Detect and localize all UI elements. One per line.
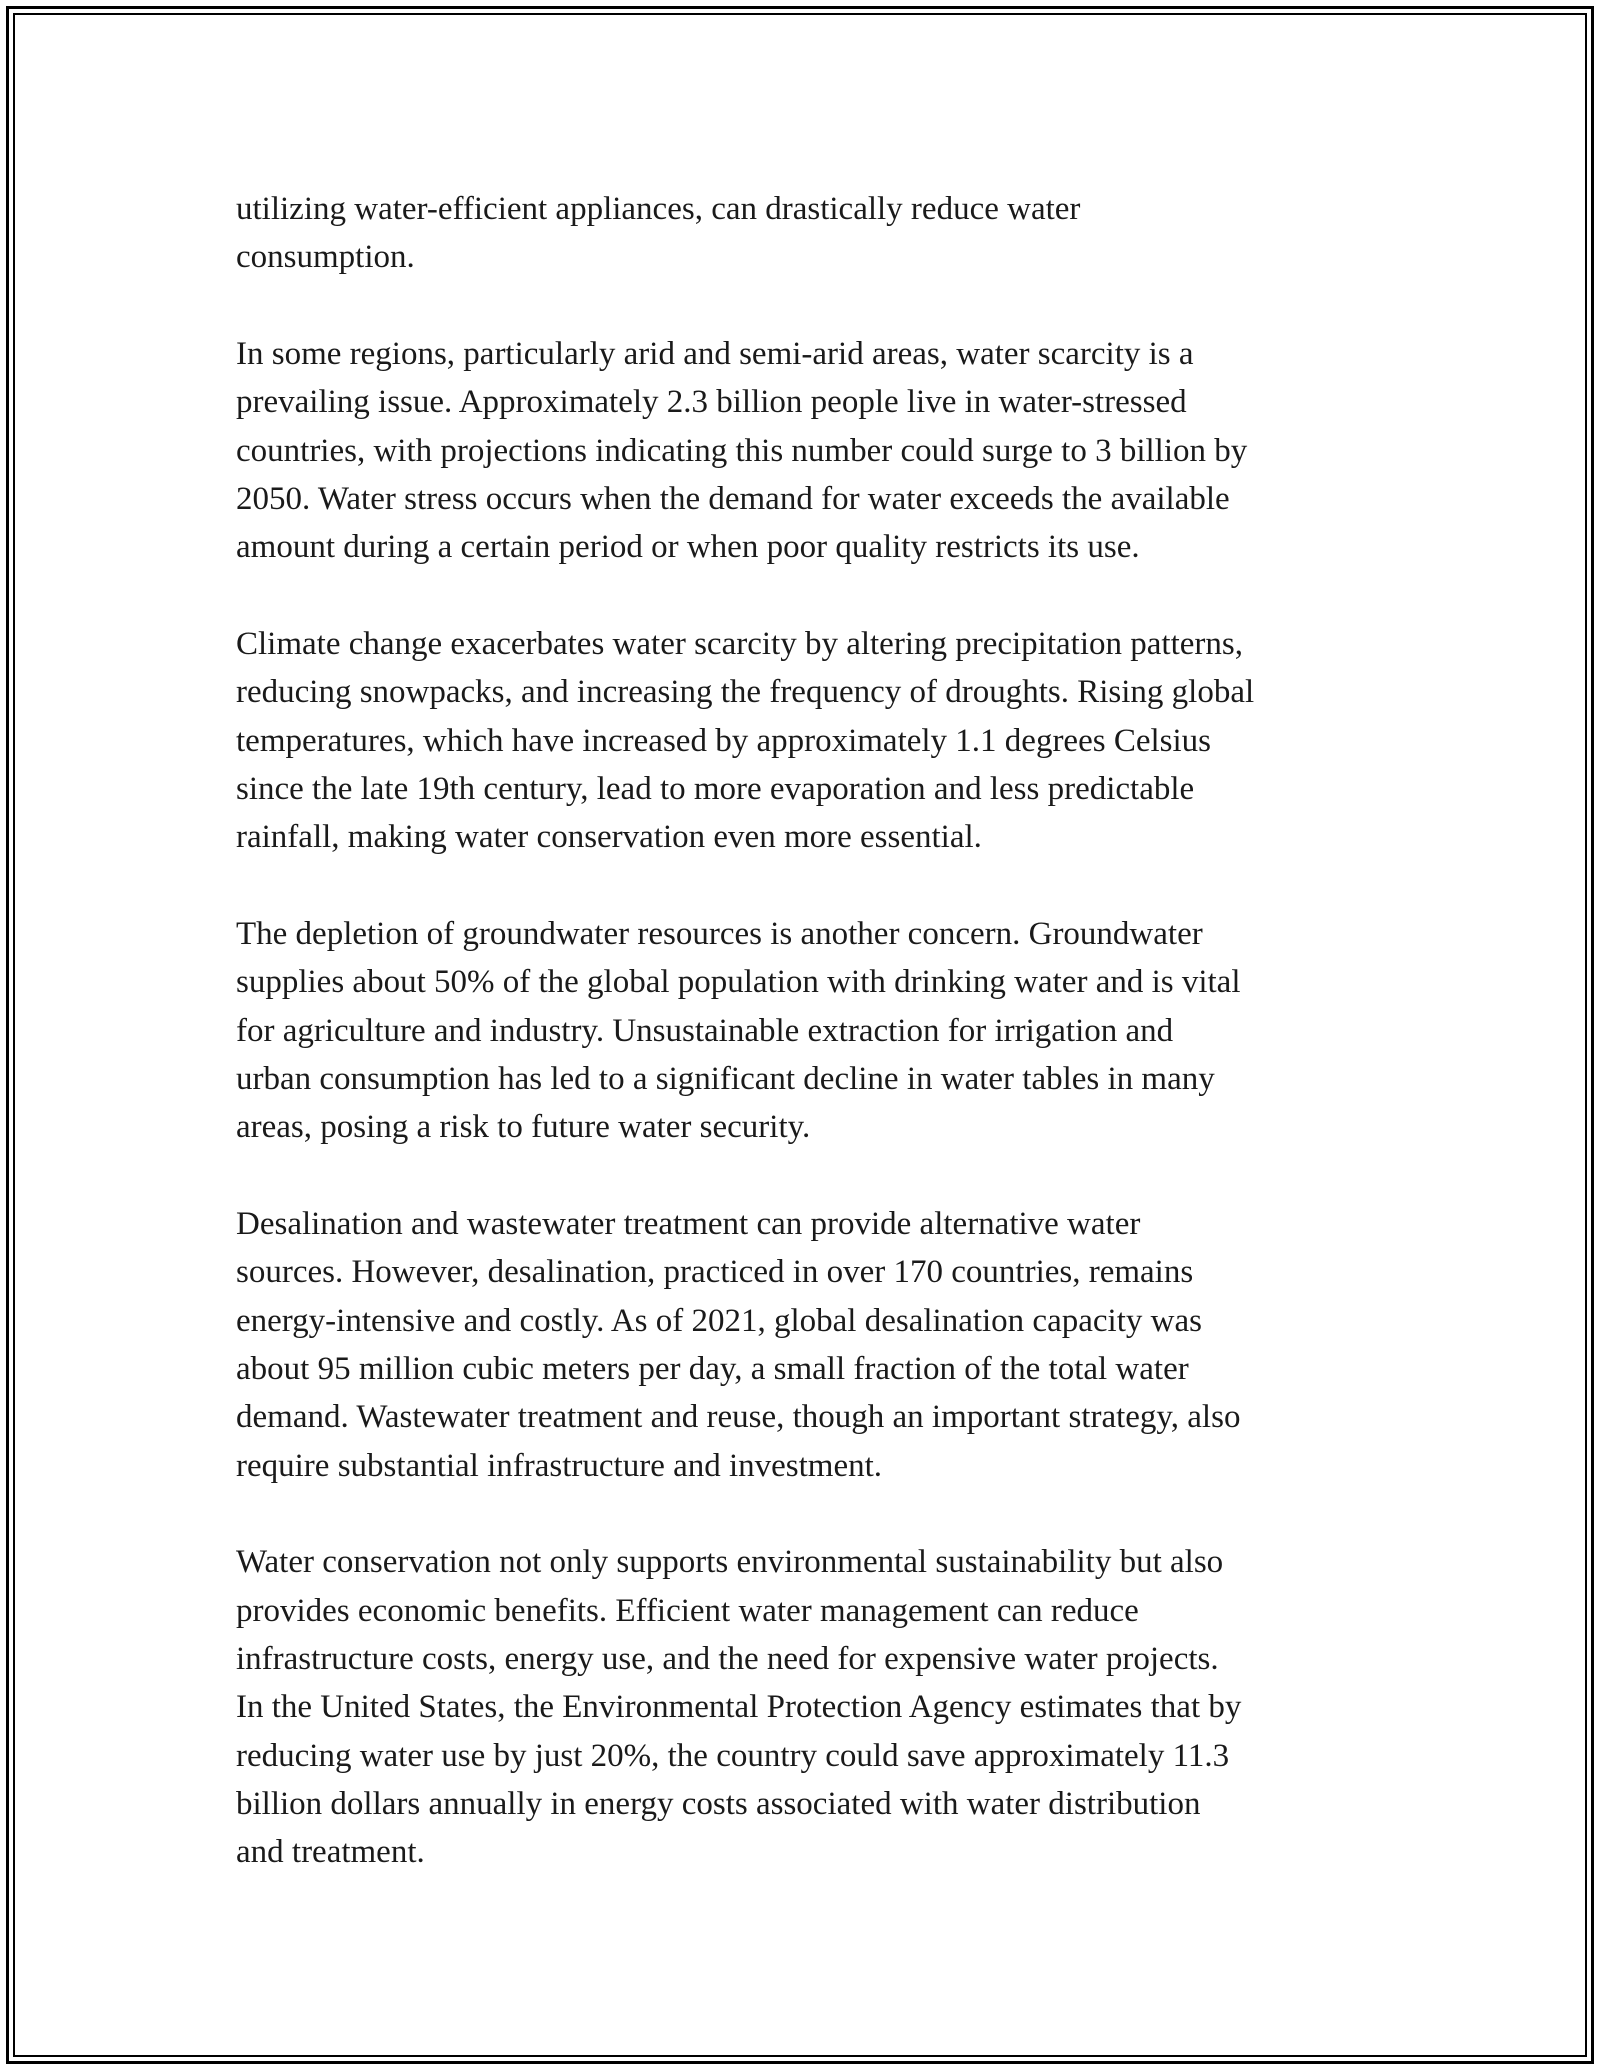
paragraph-efficient-appliances: utilizing water-efficient appliances, can drastically reduce water consumption. bbox=[236, 191, 1081, 276]
paragraph-water-stress: In some regions, particularly arid and semi-arid areas, water scarcity is a prevailing issue. Approximately 2.3 billion people live in water-stressed countries, with projections indicating this number could surge to 3 billion by 2050. Water stress occurs when the demand for water exceeds the available amount during a certain period or when poor quality restricts its use. bbox=[236, 336, 1248, 566]
paragraph-groundwater-depletion: The depletion of groundwater resources is another concern. Groundwater supplies about 50% of the global population with drinking water and is vital for agriculture and industry. Unsustainable extraction for irrigation and urban consumption has led to a significant decline in water tables in many areas, posing a risk to future water security. bbox=[236, 916, 1241, 1146]
paragraph-desalination: Desalination and wastewater treatment can provide alternative water sources. However, desalination, practiced in over 170 countries, remains energy-intensive and costly. As of 2021, global desalination capacity was about 95 million cubic meters per day, a small fraction of the total water demand. Wastewater treatment and reuse, though an important strategy, also require substantial infrastructure and investment. bbox=[236, 1206, 1241, 1484]
document-body bbox=[236, 185, 1396, 1876]
paragraph-climate-change: Climate change exacerbates water scarcity by altering precipitation patterns, reducing snowpacks, and increasing the frequency of droughts. Rising global temperatures, which have increased by approximately 1.1 degrees Celsius since the late 19th century, lead to more evaporation and less predictable rainfall, making water conservation even more essential. bbox=[236, 626, 1255, 856]
paragraph-economic-benefits: Water conservation not only supports environmental sustainability but also provides economic benefits. Efficient water management can reduce infrastructure costs, energy use, and the need for expensive water projects. In the United States, the Environmental Protection Agency estimates that by reducing water use by just 20%, the country could save approximately 11.3 billion dollars annually in energy costs associated with water distribution and treatment. bbox=[236, 1544, 1242, 1871]
